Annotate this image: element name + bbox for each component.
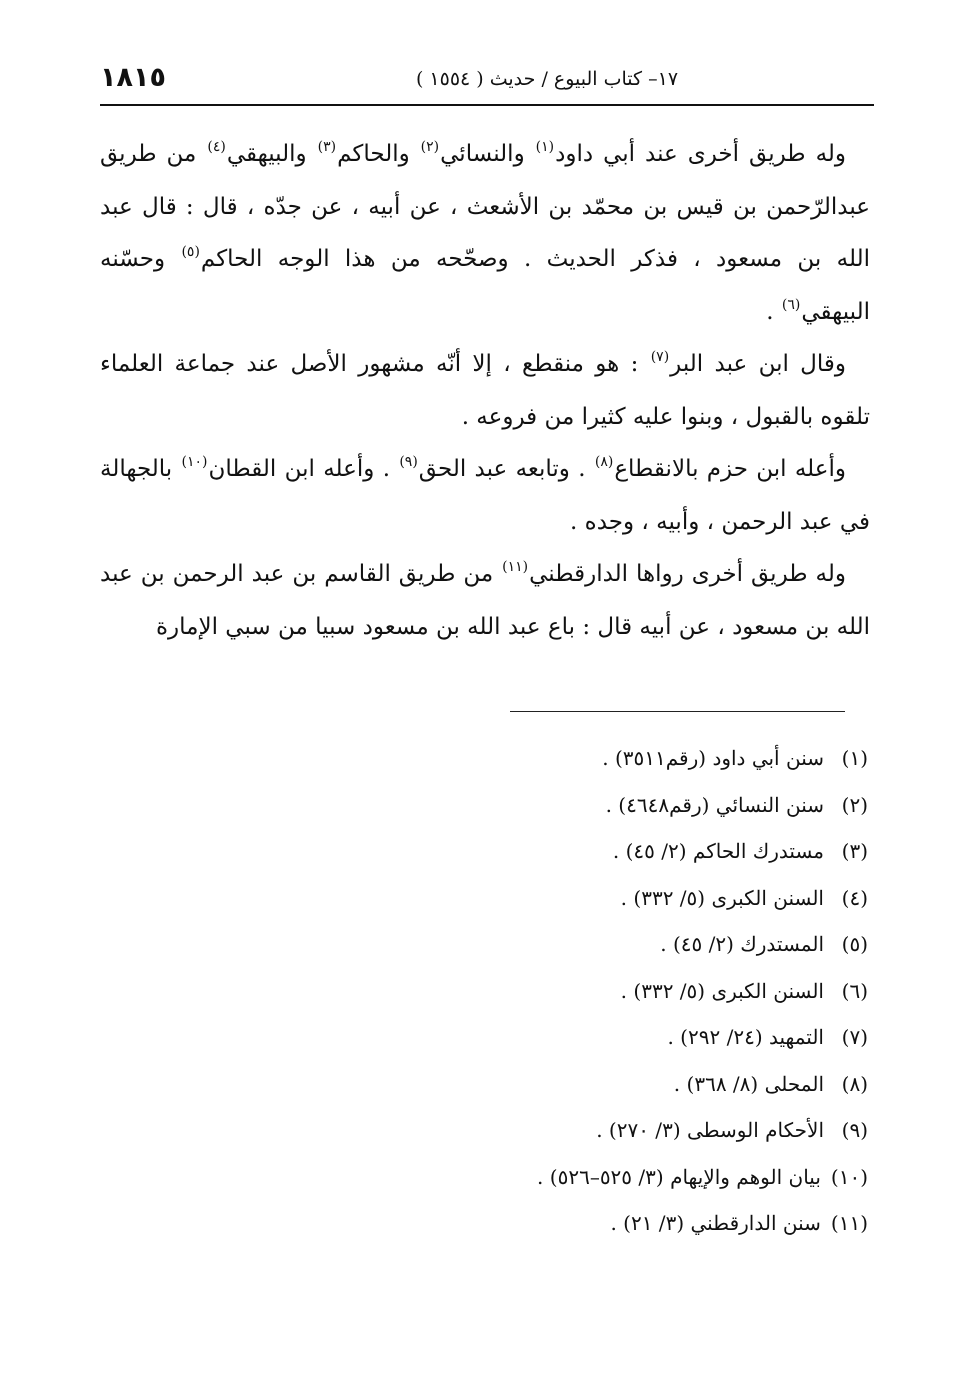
footnote-number: (٨) [841, 1071, 868, 1096]
footnote-number: (٤) [841, 885, 868, 910]
footnote-text: سنن الدارقطني (٣/ ٢١) . [610, 1211, 821, 1235]
text-span: والبيهقي [226, 141, 317, 167]
footnote-text: مستدرك الحاكم (٢/ ٤٥) . [612, 839, 824, 863]
footnote-text: التمهيد (٢٤/ ٢٩٢) . [667, 1025, 824, 1049]
text-span: . وتابعه عبد الحق [418, 456, 594, 482]
footnote-item [100, 875, 868, 922]
footnote-number: (١١) [830, 1211, 868, 1235]
footnote-item [100, 1154, 868, 1201]
footnote-item [100, 921, 868, 968]
footnote-number: (٢) [841, 792, 868, 817]
footnote-item [100, 1200, 868, 1247]
footnote-number: (٩) [841, 1118, 868, 1142]
paragraph-1 [100, 128, 870, 338]
footnote-ref[interactable]: (٢) [420, 139, 440, 155]
footnote-number: (١٠) [830, 1164, 868, 1189]
main-text [100, 128, 870, 653]
footnote-ref[interactable]: (٥) [181, 244, 200, 260]
text-span: وقال ابن عبد البر [670, 351, 846, 377]
footnote-item [100, 1014, 868, 1061]
text-span: . [766, 298, 781, 325]
text-span: وله طريق أخرى رواها الدارقطني [529, 561, 846, 587]
footnote-ref[interactable]: (١) [535, 139, 555, 155]
footnote-item [100, 1061, 868, 1108]
footnote-number: (٧) [841, 1025, 868, 1049]
footnote-text: بيان الوهم والإيهام (٣/ ٥٢٥–٥٢٦) . [537, 1164, 821, 1189]
footnote-text: المحلى (٨/ ٣٦٨) . [673, 1071, 824, 1096]
footnote-ref[interactable]: (٦) [781, 296, 801, 313]
footnote-number: (١) [841, 746, 868, 770]
footnote-text: سنن أبي داود (رقم٣٥١١) . [602, 746, 824, 770]
footnote-text: السنن الكبرى (٥/ ٣٣٢) . [620, 885, 824, 910]
paragraph-2 [100, 338, 870, 443]
footnote-ref[interactable]: (٧) [650, 349, 670, 365]
page-header [100, 58, 874, 102]
footnote-text: سنن النسائي (رقم٤٦٤٨) . [605, 792, 824, 817]
footnote-item [100, 828, 868, 875]
footnote-item [100, 1107, 868, 1154]
footnote-ref[interactable]: (١٠) [181, 454, 208, 470]
footnote-text: السنن الكبرى (٥/ ٣٣٢) . [620, 978, 824, 1003]
footnote-separator [510, 711, 845, 712]
paragraph-3 [100, 443, 870, 548]
text-span: من طريق القاسم بن عبد الرحمن بن عبد الله بن مسعود ، عن أبيه قال : باع عبد الله بن مسعود سبيا من سبي الإمارة [100, 561, 870, 640]
footnote-ref[interactable]: (١١) [502, 559, 529, 575]
paragraph-4 [100, 548, 870, 653]
footnote-item [100, 782, 868, 829]
footnote-ref[interactable]: (٩) [399, 454, 418, 470]
footnotes-list [100, 735, 868, 1247]
text-span: وله طريق أخرى عند أبي داود [555, 141, 847, 167]
footnote-ref[interactable]: (٨) [594, 454, 614, 470]
text-span: والحاكم [337, 141, 420, 167]
text-span: وحسّنه البيهقي [100, 246, 870, 325]
footnote-item [100, 735, 868, 782]
footnote-ref[interactable]: (٤) [207, 139, 226, 155]
footnote-item [100, 968, 868, 1015]
footnote-text: المستدرك (٢/ ٤٥) . [660, 932, 824, 956]
footnote-text: الأحكام الوسطى (٣/ ٢٧٠) . [596, 1118, 824, 1142]
footnote-number: (٥) [841, 932, 868, 956]
text-span: : هو منقطع ، إلا أنّه مشهور الأصل عند جماعة العلماء تلقوه بالقبول ، وبنوا عليه كثيرا من فروعه . [100, 351, 870, 430]
text-span: بالجهالة في عبد الرحمن ، وأبيه ، وجده . [100, 456, 870, 535]
header-rule [100, 104, 874, 106]
text-span: وأعله ابن حزم بالانقطاع [614, 456, 847, 482]
footnote-number: (٦) [841, 978, 868, 1003]
text-span: . وأعله ابن القطان [208, 456, 399, 482]
footnote-ref[interactable]: (٣) [317, 139, 337, 155]
running-title: ١٧– كتاب البيوع / حديث ( ١٥٥٤ ) [415, 68, 679, 90]
text-span: من طريق عبدالرّحمن بن قيس بن محمّد بن الأشعث ، عن أبيه ، عن جدّه ، قال : قال عبد الله بن مسعود ، فذكر الحديث . وصحّحه من هذا الوجه الحاكم [100, 141, 870, 272]
page-number: ١٨١٥ [100, 62, 166, 93]
footnote-number: (٣) [841, 839, 868, 863]
text-span: والنسائي [440, 141, 535, 167]
